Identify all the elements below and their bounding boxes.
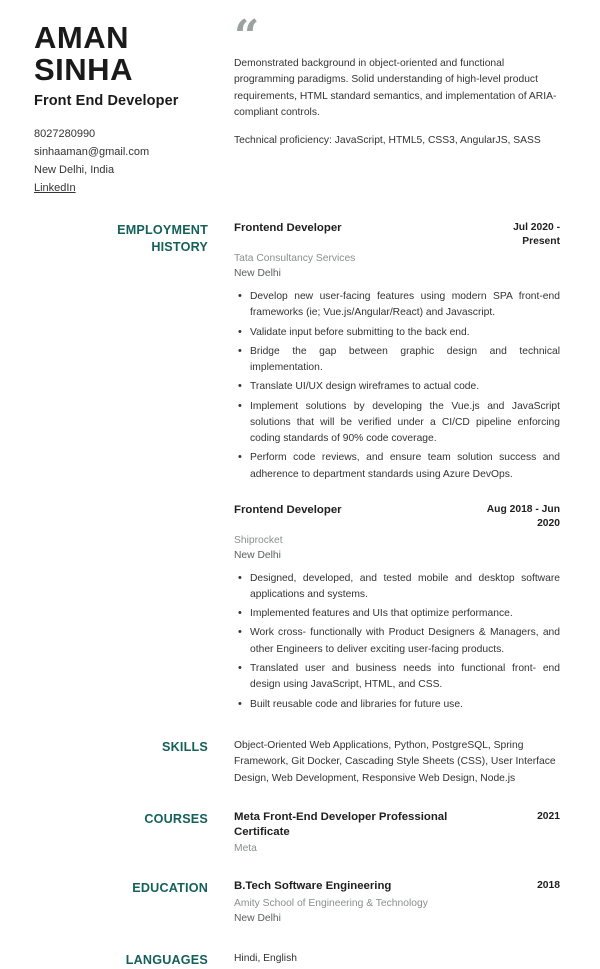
- contact-block: [34, 126, 230, 197]
- entry-organization: Meta: [234, 843, 257, 855]
- quote-icon: “: [234, 11, 260, 62]
- entry-organization: Shiprocket: [234, 534, 283, 546]
- summary-paragraph-2: Technical proficiency: JavaScript, HTML5, CSS3, AngularJS, SASS: [234, 134, 541, 146]
- list-item: • Bridge the gap between graphic design and technical implementation.: [250, 344, 560, 377]
- contact-phone: 8027280990: [34, 128, 96, 141]
- entry-location: New Delhi: [234, 549, 281, 561]
- section-skills: [34, 738, 560, 788]
- section-education: [34, 879, 560, 927]
- candidate-name-line2: SINHA: [34, 51, 133, 87]
- header-identity-block: [34, 20, 230, 197]
- entry-organization: Amity School of Engineering & Technology: [234, 898, 428, 910]
- entry-location: New Delhi: [234, 913, 281, 925]
- list-item: • Designed, developed, and tested mobile and desktop software applications and systems.: [250, 571, 560, 604]
- entry-organization: Tata Consultancy Services: [234, 253, 356, 265]
- section-body-skills: [230, 738, 560, 788]
- course-entry: [234, 810, 560, 858]
- section-label-employment-line1: EMPLOYMENT: [117, 223, 208, 238]
- list-item: • Implement solutions by developing the Vue.js and JavaScript solutions that will be verified under a CI/CD pipeline enforcing coding standards of 90% code coverage.: [250, 399, 560, 448]
- list-item: • Develop new user-facing features using modern SPA front-end frameworks (ie; Vue.js/Angular/React) and Javascript.: [250, 289, 560, 322]
- employment-entry: [234, 503, 560, 713]
- education-entry: [234, 879, 560, 927]
- contact-location: New Delhi, India: [34, 163, 115, 176]
- list-item: • Perform code reviews, and ensure team solution success and adherence to department standards using Azure DevOps.: [250, 450, 560, 483]
- entry-location: New Delhi: [234, 268, 281, 280]
- list-item: • Built reusable code and libraries for future use.: [250, 697, 560, 713]
- section-courses: [34, 810, 560, 858]
- candidate-name: [34, 22, 230, 85]
- employment-entry: [234, 221, 560, 483]
- section-languages: [34, 951, 560, 969]
- entry-date: Aug 2018 - Jun 2020: [486, 504, 560, 529]
- section-body-languages: [230, 951, 560, 968]
- entry-title: Frontend Developer: [234, 222, 342, 235]
- section-employment-history: [34, 221, 560, 715]
- entry-header: [234, 221, 560, 249]
- entry-date: 2018: [537, 880, 560, 892]
- list-item: • Work cross- functionally with Product Designers & Managers, and other Engineers to deliver exciting user-facing products.: [250, 625, 560, 658]
- list-item: • Implemented features and UIs that optimize performance.: [250, 606, 560, 622]
- section-label-languages: LANGUAGES: [125, 953, 208, 968]
- contact-email: sinhaaman@gmail.com: [34, 146, 150, 159]
- entry-header: [234, 503, 560, 531]
- linkedin-link[interactable]: LinkedIn: [34, 181, 76, 194]
- list-item: • Translate UI/UX design wireframes to actual code.: [250, 379, 560, 395]
- section-label-employment: [34, 221, 230, 256]
- resume-header: [34, 11, 560, 197]
- header-summary-block: [230, 11, 560, 149]
- candidate-job-title: Front End Developer: [34, 93, 179, 110]
- summary-paragraph-1: Demonstrated background in object-oriented and functional programming paradigms. Solid understanding of high-level product requirements, HTML standard semantics, and implementation of ARIA-compliant controls.: [234, 58, 557, 119]
- languages-text: Hindi, English: [234, 953, 297, 965]
- entry-title: Meta Front-End Developer Professional Certificate: [234, 810, 448, 838]
- profile-summary: [234, 56, 560, 149]
- entry-date: 2021: [537, 810, 560, 822]
- list-item: • Validate input before submitting to the back end.: [250, 325, 560, 341]
- entry-header: [234, 879, 560, 894]
- entry-header: [234, 810, 560, 840]
- entry-date: Jul 2020 - Present: [513, 222, 560, 248]
- section-label-courses: COURSES: [144, 811, 208, 826]
- entry-bullet-list: [234, 289, 560, 483]
- candidate-name-line1: AMAN: [34, 20, 129, 55]
- section-body-employment: [230, 221, 560, 715]
- skills-text: Object-Oriented Web Applications, Python, PostgreSQL, Spring Framework, Git Docker, Cascading Style Sheets (CSS), User Interface Design, Web Development, Responsive Web Design, Node.js: [234, 739, 556, 785]
- section-body-education: [230, 879, 560, 927]
- entry-bullet-list: [234, 571, 560, 713]
- section-body-courses: [230, 810, 560, 858]
- section-label-education: EDUCATION: [132, 881, 208, 896]
- list-item: • Translated user and business needs into functional front- end design using JavaScript, HTML, and CSS.: [250, 661, 560, 694]
- entry-title: B.Tech Software Engineering: [234, 880, 392, 893]
- entry-title: Frontend Developer: [234, 504, 342, 517]
- section-label-employment-line2: HISTORY: [151, 240, 208, 255]
- section-label-skills: SKILLS: [162, 739, 208, 754]
